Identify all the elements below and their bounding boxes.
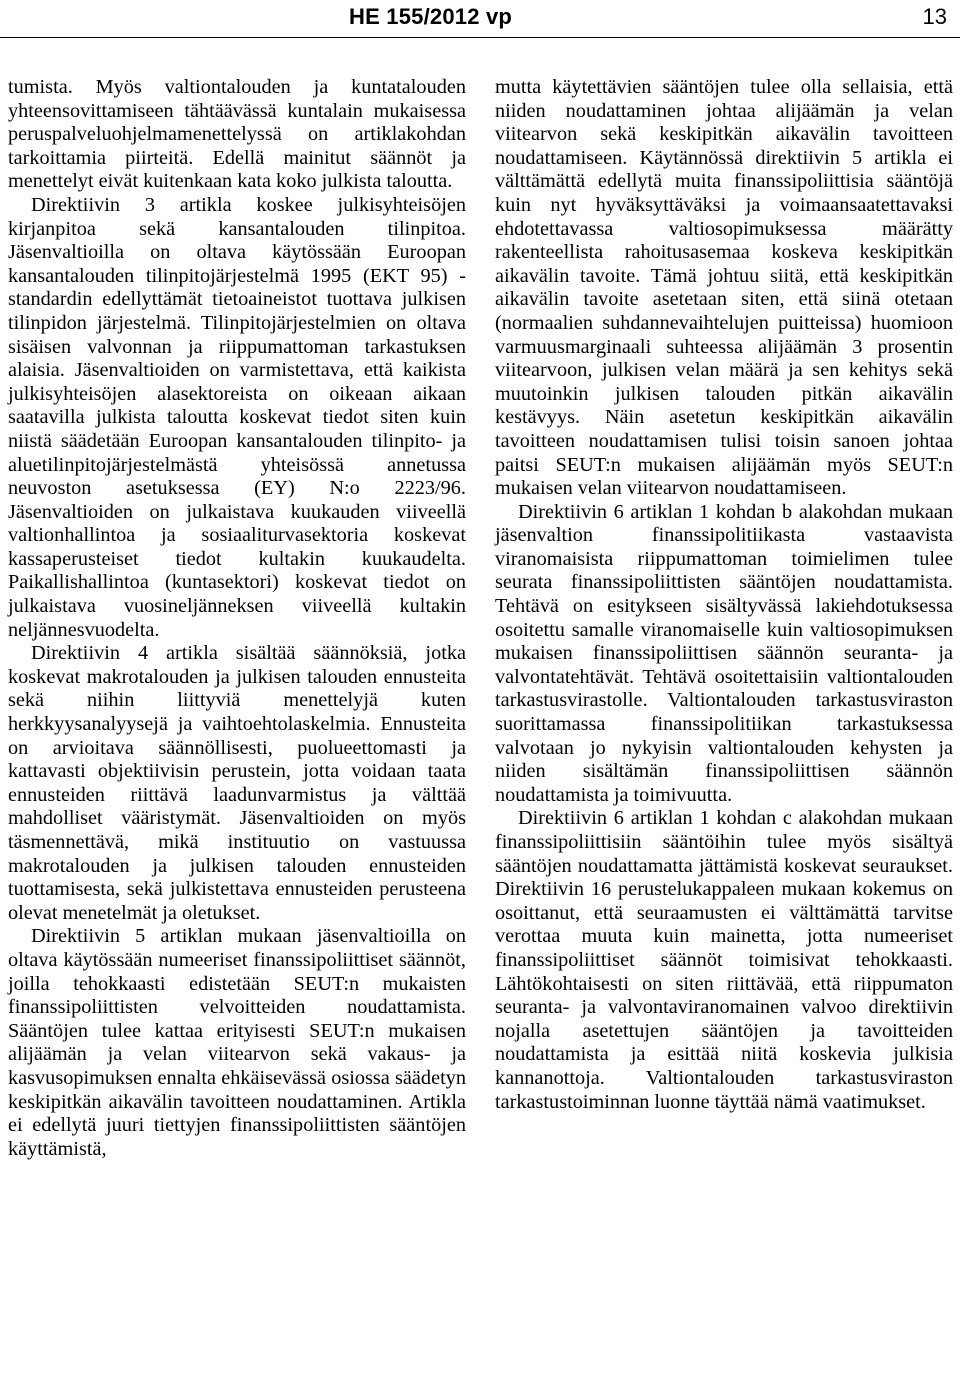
paragraph: mutta käytettävien sääntöjen tulee olla sellaisia, että niiden noudattaminen johtaa alijäämän ja velan viitearvon sekä keskipitkän aikavälin tavoitteen noudattamiseen. Käytännössä direktiivin 5 artikla ei välttämättä edellytä muita finanssipoliittisia sääntöjä kuin nyt hyväksyttäväksi ja voimaansaatettavaksi ehdotettavassa valtiosopimuksessa määrätty rakenteellista rahoitusasemaa koskeva keskipitkän aikavälin tavoite. Tämä johtuu siitä, että keskipitkän aikavälin tavoite asetetaan siten, että siinä otetaan (normaalien suhdannevaihtelujen puitteissa) huomioon varmuusmarginaali suhteessa alijäämän 3 prosentin viitearvoon, julkisen velan määrä ja sen kehitys sekä muutoinkin julkisen talouden pitkän aikavälin kestävyys. Näin asetetun keskipitkän aikavälin tavoitteen noudattamisen tulisi toisin sanoen johtaa paitsi SEUT:n mukaisen alijäämän myös SEUT:n mukaisen velan viitearvon noudattamiseen. (495, 76, 953, 500)
paragraph: tumista. Myös valtiontalouden ja kuntatalouden yhteensovittamiseen tähtäävässä kuntalain mukaisessa peruspalveluohjelmamenettelyssä on artiklakohdan tarkoittamia piirteitä. Edellä mainitut säännöt ja menettelyt eivät kuitenkaan kata koko julkista taloutta. (8, 76, 466, 193)
paragraph: Direktiivin 5 artiklan mukaan jäsenvaltioilla on oltava käytössään numeeriset finanssipoliittiset säännöt, joilla tehokkaasti edistetään SEUT:n mukaisten finanssipoliittisten velvoitteiden noudattamista. Sääntöjen tulee kattaa erityisesti SEUT:n mukaisen alijäämän ja velan viitearvon sekä vakaus- ja kasvusopimuksen ennalta ehkäisevässä osiossa säädetyn keskipitkän aikavälin tavoitteen noudattaminen. Artikla ei edellytä juuri tiettyjen finanssipoliittisten sääntöjen käyttämistä, (8, 925, 466, 1160)
page-header (0, 0, 960, 40)
left-column (8, 76, 466, 1161)
document-id: HE 155/2012 vp (349, 4, 513, 29)
paragraph: Direktiivin 4 artikla sisältää säännöksiä, jotka koskevat makrotalouden ja julkisen talouden ennusteita sekä niihin liittyviä menettelyjä kuten herkkyysanalyysejä ja vaihtoehtolaskelmia. Ennusteita on arvioitava säännöllisesti, puolueettomasti ja kattavasti objektiivisin perustein, jotta voidaan taata ennusteiden riittävä laadunvarmistus ja välttää mahdolliset vääristymät. Jäsenvaltioiden on myös täsmennettävä, mikä instituutio on vastuussa makrotalouden ja julkisen talouden ennusteiden tuottamisesta, sekä julkistettava ennusteiden perusteena olevat menetelmät ja oletukset. (8, 642, 466, 924)
right-column (495, 76, 953, 1114)
paragraph: Direktiivin 6 artiklan 1 kohdan c alakohdan mukaan finanssipoliittisiin sääntöihin tulee myös sisältyä sääntöjen noudattamatta jättämistä koskevat seuraukset. Direktiivin 16 perustelukappaleen mukaan kokemus on osoittanut, että seuraamusten ei välttämättä tarvitse verottaa muuta kuin mainetta, jotta numeeriset finanssipoliittiset säännöt toimisivat tehokkaasti. Lähtökohtaisesti on siten riittävää, että riippumaton seuranta- ja valvontaviranomainen valvoo direktiivin nojalla asetettujen sääntöjen ja tavoitteiden noudattamista ja esittää niitä koskevia julkisia kannanottoja. Valtiontalouden tarkastusviraston tarkastustoiminnan luonne täyttää nämä vaatimukset. (495, 807, 953, 1113)
header-rule (0, 37, 960, 38)
paragraph: Direktiivin 6 artiklan 1 kohdan b alakohdan mukaan jäsenvaltion finanssipolitiikasta vastaavista viranomaisista riippumattoman toimielimen tulee seurata finanssipoliittisten sääntöjen noudattamista. Tehtävä on esitykseen sisältyvässä lakiehdotuksessa osoitettu samalle viranomaiselle kuin valtiosopimuksen mukaisen finanssipoliittisen säännön seuranta- ja valvontatehtävät. Tehtävä osoitettaisiin valtiontalouden tarkastusvirastolle. Valtiontalouden tarkastusviraston suorittamassa finanssipolitiikan tarkastuksessa valvotaan jo nykyisin valtiontalouden kehysten ja niiden sisältämän finanssipoliittisen säännön noudattamista ja toimivuutta. (495, 500, 953, 806)
page-number: 13 (922, 4, 947, 29)
paragraph: Direktiivin 3 artikla koskee julkisyhteisöjen kirjanpitoa sekä kansantalouden tilinpitoa. Jäsenvaltioilla on oltava käytössään Euroopan kansantalouden tilinpitojärjestelmä 1995 (EKT 95) -standardin edellyttämät tietoaineistot tuottava julkisen tilinpidon järjestelmä. Tilinpitojärjestelmien on oltava sisäisen valvonnan ja riippumattoman tarkastuksen alaisia. Jäsenvaltioiden on varmistettava, että kaikista julkisyhteisöjen alasektoreista on oikeaan aikaan saatavilla julkista taloutta koskevat tiedot siten kuin niistä säädetään Euroopan kansantalouden tilinpito- ja aluetilinpitojärjestelmästä yhteisössä annetussa neuvoston asetuksessa (EY) N:o 2223/96. Jäsenvaltioiden on julkaistava kuukauden viiveellä valtionhallintoa ja sosiaaliturvasektoria koskevat kassaperusteiset tiedot kultakin kuukaudelta. Paikallishallintoa (kuntasektori) koskevat tiedot on julkaistava vuosineljänneksen viiveellä kultakin neljännesvuodelta. (8, 193, 466, 641)
